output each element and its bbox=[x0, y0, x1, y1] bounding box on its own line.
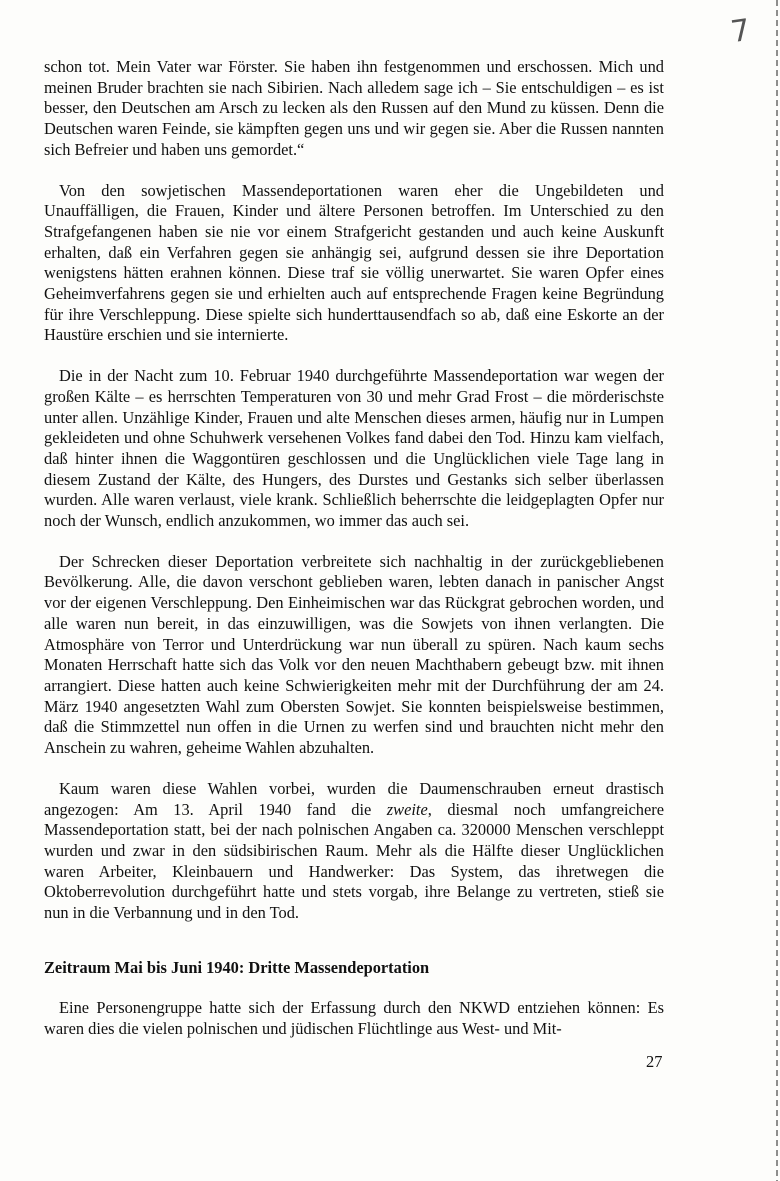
body-text bbox=[44, 57, 664, 1040]
scan-edge bbox=[776, 0, 778, 1181]
paragraph-6: Eine Personengruppe hatte sich der Erfassung durch den NKWD entziehen können: Es waren dies die vielen polnischen und jüdischen Flüchtlinge aus West- und Mit- bbox=[44, 998, 664, 1039]
section-heading: Zeitraum Mai bis Juni 1940: Dritte Massendeportation bbox=[44, 957, 430, 977]
page-number: 27 bbox=[646, 1052, 663, 1071]
paragraph-1: schon tot. Mein Vater war Förster. Sie haben ihn festgenommen und erschossen. Mich und meinen Bruder brachten sie nach Sibirien. Nach alledem sage ich – Sie entschuldigen – es ist besser, den Deutschen am Arsch zu lecken als den Russen auf den Mund zu küssen. Denn die Deutschen waren Feinde, sie kämpften gegen uns und wir gegen sie. Aber die Russen nannten sich Befreier und haben uns gemordet.“ bbox=[44, 57, 664, 159]
paragraph-5 bbox=[44, 779, 664, 924]
paragraph-2: Von den sowjetischen Massendeportationen waren eher die Ungebildeten und Unauffälligen, die Frauen, Kinder und ältere Personen betroffen. Im Unterschied zu den Strafgefangenen haben sie nie vor einem Strafgericht gestanden und auch keine Auskunft erhalten, daß ein Verfahren gegen sie anhängig sei, aufgrund dessen sie ihre Deportation wenigstens hätten erahnen können. Diese traf sie völlig unerwartet. Sie waren Opfer eines Geheimverfahrens gegen sie und erhielten auch auf entsprechende Fragen keine Begründung für ihre Verschleppung. Diese spielte sich hunderttausendfach so ab, daß eine Eskorte an der Haustüre erschien und sie internierte. bbox=[44, 180, 664, 345]
handwritten-page-mark: 7 bbox=[728, 12, 753, 51]
paragraph-5-part-2: , diesmal noch umfangreichere Massendeportation statt, bei der nach polnischen Angaben ca. 320000 Menschen verschleppt wurden und zwar in den südsibirischen Raum. Mehr als die Hälfte dieser Unglücklichen waren Arbeiter, Kleinbauern und Handwerker: Das System, das ihretwegen die Oktoberrevolution durchgeführt hatte und stets vorgab, ihre Belange zu vertreten, stieß sie nun in die Verbannung und in den Tod. bbox=[44, 799, 664, 923]
paragraph-3: Die in der Nacht zum 10. Februar 1940 durchgeführte Massendeportation war wegen der großen Kälte – es herrschten Temperaturen von 30 und mehr Grad Frost – die mörderischste unter allen. Unzählige Kinder, Frauen und alte Menschen dieses armen, häufig nur in Lumpen gekleideten und ohne Schuhwerk versehenen Volkes fand dabei den Tod. Hinzu kam vielfach, daß hinter ihnen die Waggontüren geschlossen und die Unglücklichen viele Tage lang in diesem Zustand der Kälte, des Hungers, des Durstes und Gestanks sich selber überlassen wurden. Alle waren verlaust, viele krank. Schließlich beherrschte die leidgeplagten Opfer nur noch der Wunsch, endlich anzukommen, wo immer das auch sei. bbox=[44, 366, 664, 531]
emphasis-zweite: zweite bbox=[386, 799, 428, 819]
paragraph-5-part-1: Kaum waren diese Wahlen vorbei, wurden die Daumenschrauben erneut drastisch angezogen: Am 13. April 1940 fand die bbox=[44, 778, 664, 819]
paragraph-4: Der Schrecken dieser Deportation verbreitete sich nachhaltig in der zurückgebliebenen Bevölkerung. Alle, die davon verschont geblieben waren, lebten danach in panischer Angst vor der eigenen Verschleppung. Den Einheimischen war das Rückgrat gebrochen worden, und alle waren nun bereit, in das einzuwilligen, was die Sowjets von ihnen verlangten. Die Atmosphäre von Terror und Unterdrückung war nun überall zu spüren. Nach kaum sechs Monaten Herrschaft hatte sich das Volk vor den neuen Machthabern gebeugt bzw. mit ihnen arrangiert. Diese hatten auch keine Schwierigkeiten mehr mit der Durchführung der am 24. März 1940 angesetzten Wahl zum Obersten Sowjet. Sie konnten beispielsweise bestimmen, daß die Stimmzettel nun offen in die Urnen zu werfen sind und brauchten nicht mehr den Anschein zu wahren, geheime Wahlen abzuhalten. bbox=[44, 551, 664, 758]
